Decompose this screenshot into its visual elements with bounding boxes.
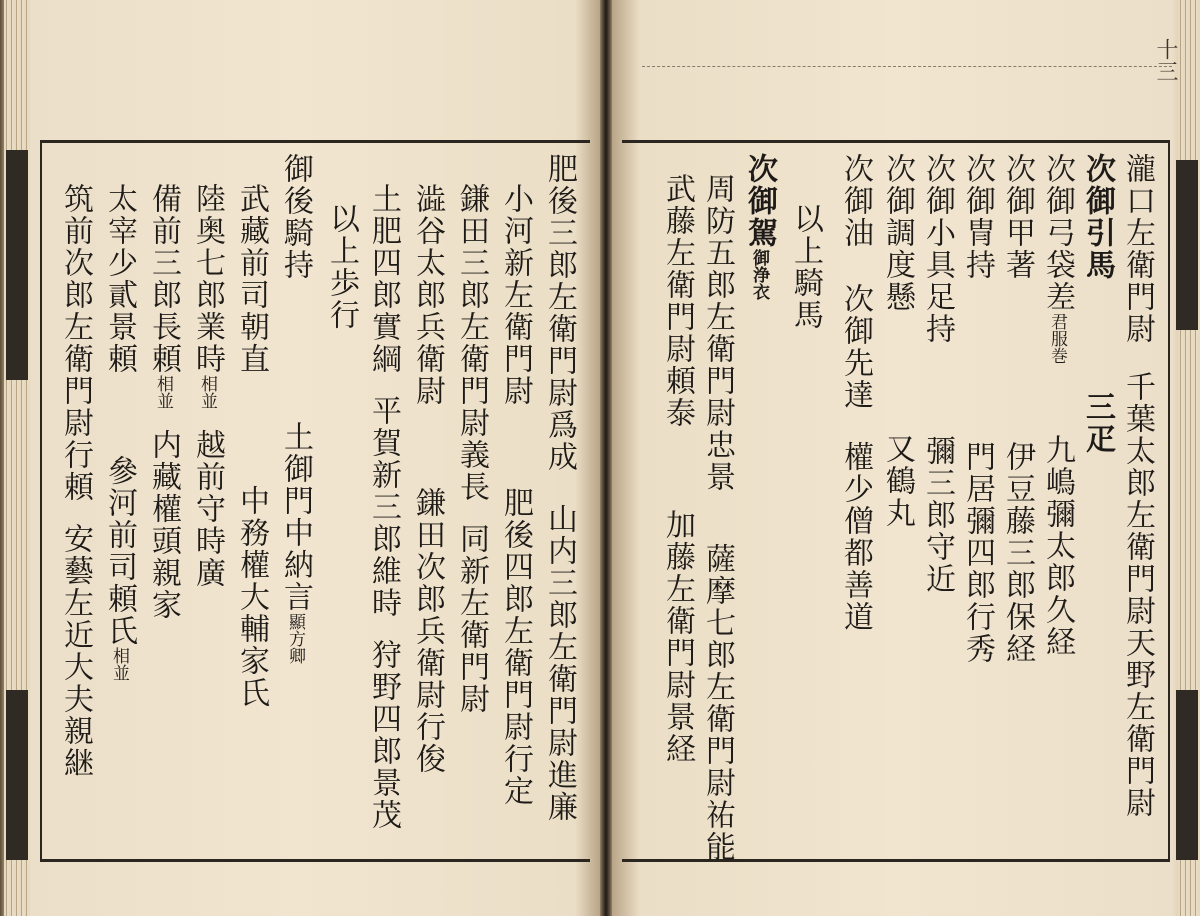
- column-22: 備前三郎長頼相並内藏權頭親家: [146, 183, 181, 621]
- right-page: [612, 0, 1180, 916]
- column-5: 次御冑持門居彌四郎行秀: [960, 153, 995, 665]
- column-16: 澁谷太郎兵衛尉鎌田次郎兵衛尉行俊: [410, 183, 445, 775]
- text-frame-right: [622, 140, 1170, 862]
- column-4: 次御甲著伊豆藤三郎保経: [1000, 153, 1035, 665]
- column-23: 太宰少貳景頼參河前司頼氏相並: [102, 183, 137, 681]
- left-edge-tab-upper: [6, 150, 28, 380]
- column-14: 小河新左衛門尉肥後四郎左衛門尉行定: [498, 183, 533, 807]
- column-18: 以上歩行: [324, 203, 359, 331]
- column-6: 次御小具足持彌三郎守近: [920, 153, 955, 595]
- column-12: 武藤左衛門尉頼泰加藤左衛門尉景経: [660, 173, 695, 765]
- text-frame-left: [40, 140, 590, 862]
- column-8: 次御油次御先達權少僧都善道: [838, 153, 873, 633]
- column-19: 御後騎持土御門中納言顯方卿: [278, 153, 313, 664]
- column-15: 鎌田三郎左衛門尉義長同新左衛門尉: [454, 183, 489, 715]
- left-edge-tab-lower: [6, 690, 28, 860]
- header-rule: [642, 66, 1172, 67]
- left-page: [30, 0, 600, 916]
- page-number: 十三: [1153, 38, 1178, 82]
- column-13: 肥後三郎左衛門尉爲成山内三郎左衛門尉進廉: [542, 153, 577, 823]
- column-20: 武藏前司朝直中務權大輔家氏: [234, 183, 269, 709]
- column-7: 次御調度懸又鶴丸: [880, 153, 915, 529]
- book-gutter: [600, 0, 612, 916]
- column-1: 瀧口左衛門尉千葉太郎左衛門尉天野左衛門尉: [1120, 153, 1155, 819]
- column-9: 以上騎馬: [788, 203, 823, 331]
- column-21: 陸奥七郎業時相並越前守時廣: [190, 183, 225, 589]
- column-3: 次御弓袋差君服巻九嶋彌太郎久経: [1040, 153, 1075, 658]
- column-10: 次御駕御浄衣: [742, 153, 777, 300]
- column-24: 筑前次郎左衛門尉行頼安藝左近大夫親継: [58, 183, 93, 779]
- column-11: 周防五郎左衛門尉忠景薩摩七郎左衛門尉祐能: [700, 173, 735, 863]
- column-2: 次御引馬三疋: [1080, 153, 1115, 455]
- column-17: 土肥四郎實綱平賀新三郎維時狩野四郎景茂: [366, 183, 401, 831]
